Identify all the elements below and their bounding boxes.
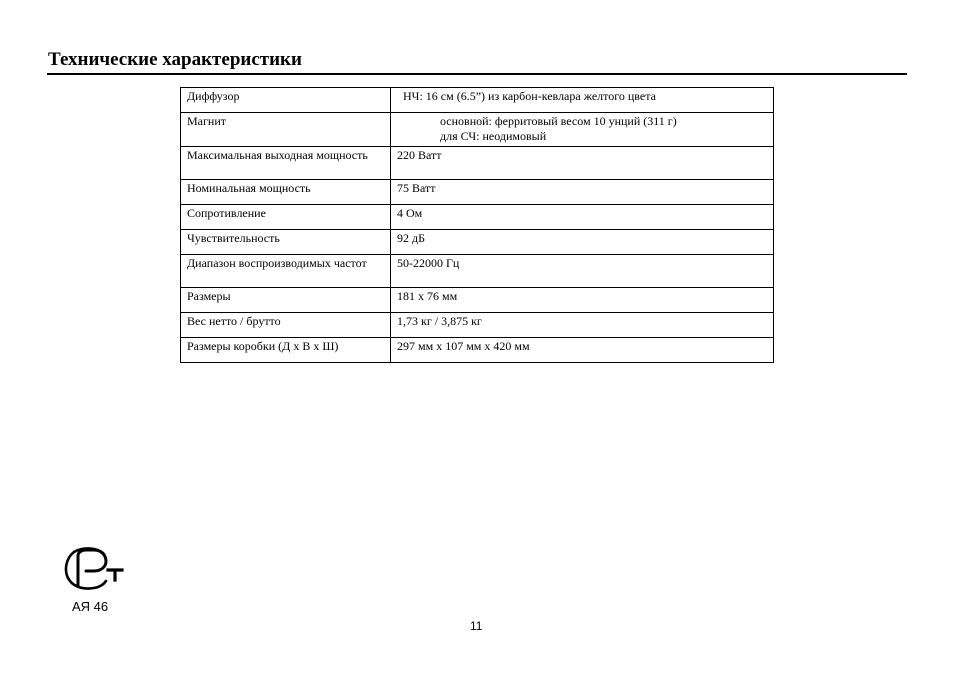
spec-label-box-dimensions: Размеры коробки (Д х В х Ш) [181,338,391,363]
spec-value-line: основной: ферритовый весом 10 унций (311 г) [440,114,677,128]
title-divider [47,73,907,75]
spec-label-magnet: Магнит [181,113,391,147]
spec-value-line: НЧ: 16 см (6.5”) из карбон-кевлара желтого цвета [403,89,656,103]
table-row [181,205,774,230]
spec-label-max-power: Максимальная выходная мощность [181,147,391,180]
table-row [181,88,774,113]
spec-label-rated-power: Номинальная мощность [181,180,391,205]
table-row [181,230,774,255]
spec-label-sensitivity: Чувствительность [181,230,391,255]
table-row [181,338,774,363]
specifications-table [180,87,774,363]
spec-value-box-dimensions: 297 мм х 107 мм х 420 мм [391,338,774,363]
spec-label-frequency-range: Диапазон воспроизводимых частот [181,255,391,288]
table-row [181,147,774,180]
spec-value-dimensions: 181 х 76 мм [391,288,774,313]
page-title: Технические характеристики [48,49,302,70]
table-row [181,113,774,147]
spec-value-line: для СЧ: неодимовый [440,129,547,143]
spec-value-diffuser [391,88,774,113]
spec-value-frequency-range: 50-22000 Гц [391,255,774,288]
spec-label-diffuser: Диффузор [181,88,391,113]
spec-value-max-power: 220 Ватт [391,147,774,180]
spec-value-rated-power: 75 Ватт [391,180,774,205]
spec-label-impedance: Сопротивление [181,205,391,230]
spec-value-weight: 1,73 кг / 3,875 кг [391,313,774,338]
spec-value-impedance: 4 Ом [391,205,774,230]
table-row [181,255,774,288]
spec-value-magnet [391,113,774,147]
spec-value-sensitivity: 92 дБ [391,230,774,255]
rst-certification-logo [64,546,124,592]
table-row [181,180,774,205]
table-row [181,313,774,338]
certification-code: АЯ 46 [72,599,109,614]
page-number: 11 [470,619,483,633]
table-row [181,288,774,313]
spec-label-dimensions: Размеры [181,288,391,313]
spec-label-weight: Вес нетто / брутто [181,313,391,338]
